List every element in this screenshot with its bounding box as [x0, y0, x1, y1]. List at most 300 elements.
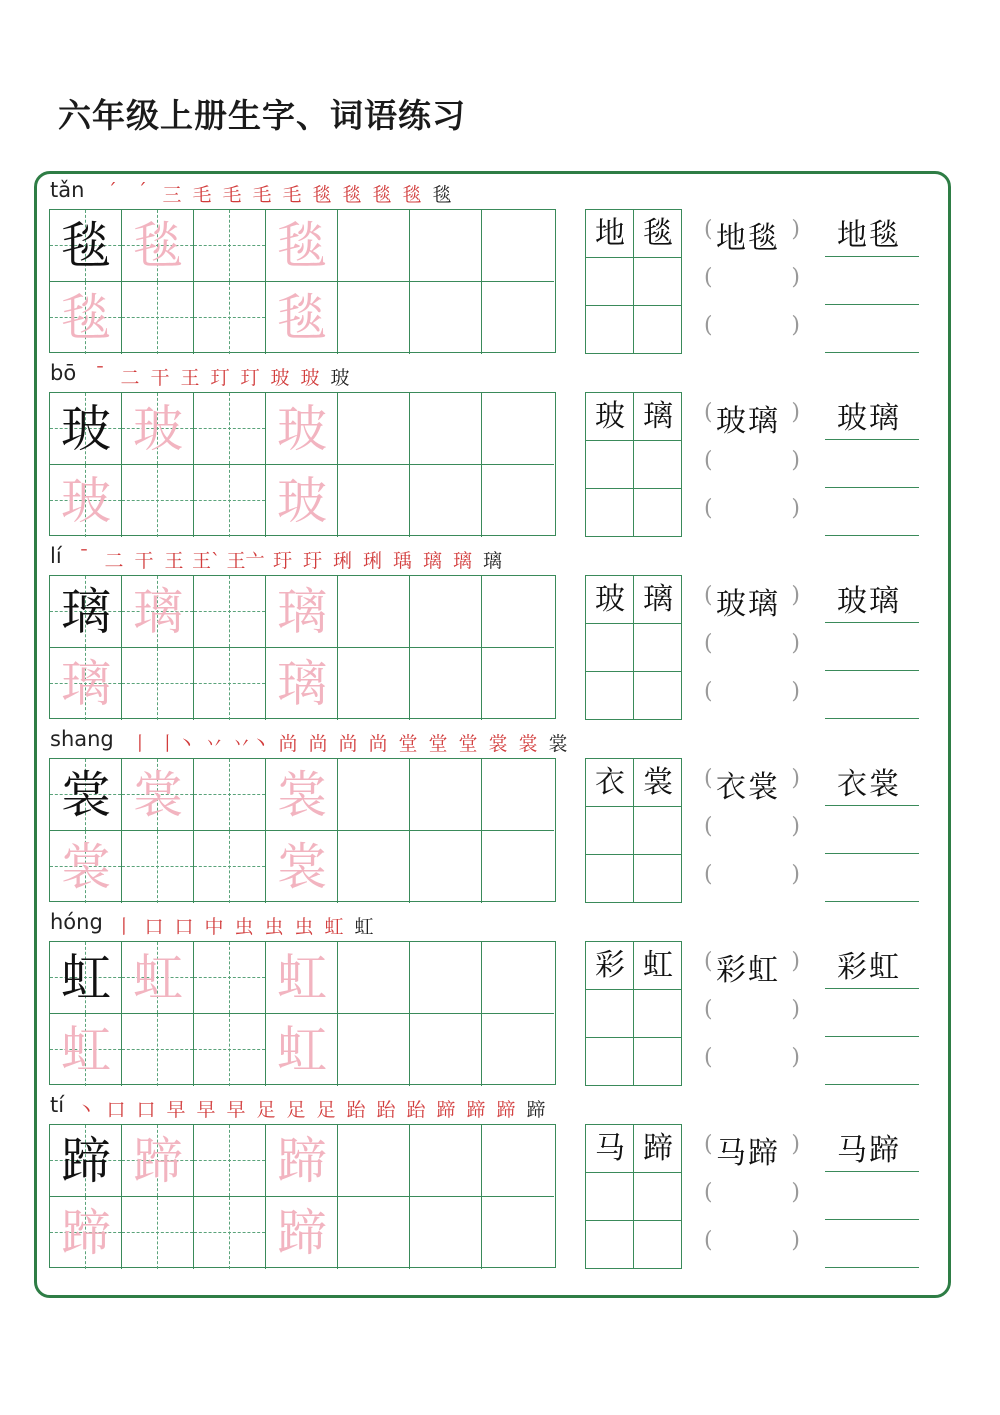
stroke-step: 早: [226, 1099, 246, 1121]
stroke-step: 二: [120, 367, 140, 389]
word-cell[interactable]: [634, 489, 682, 537]
stroke-order: [72, 546, 505, 573]
word-character: 裳: [643, 765, 673, 800]
writing-cell[interactable]: [482, 831, 554, 903]
writing-cell[interactable]: [338, 942, 410, 1014]
parenthesis-answer[interactable]: [704, 810, 800, 850]
word-character: 虹: [643, 948, 673, 983]
stroke-step: 口: [106, 1099, 126, 1121]
writing-cell[interactable]: [122, 465, 194, 537]
word-cell[interactable]: [634, 1221, 682, 1269]
open-paren: (: [704, 217, 713, 242]
open-paren: (: [704, 949, 713, 974]
writing-cell[interactable]: [122, 210, 194, 282]
writing-cell[interactable]: [122, 576, 194, 648]
guide-line-horizontal: [194, 1049, 265, 1050]
writing-cell[interactable]: [194, 759, 266, 831]
parenthesis-answer[interactable]: [704, 675, 800, 715]
trace-character: 蹄: [61, 1204, 111, 1262]
trace-character: 毯: [61, 289, 111, 347]
stroke-step: 蹄: [496, 1099, 516, 1121]
open-paren: (: [704, 1228, 713, 1253]
writing-cell[interactable]: [338, 576, 410, 648]
word-cell[interactable]: [634, 942, 682, 990]
stroke-step: 蹄: [526, 1099, 546, 1121]
word-cell[interactable]: [634, 1125, 682, 1173]
stroke-step: 玎: [210, 367, 230, 389]
stroke-step: 丶: [76, 1099, 96, 1121]
writing-cell[interactable]: [50, 1197, 122, 1269]
word-cell[interactable]: [634, 258, 682, 306]
open-paren: (: [704, 265, 713, 290]
stroke-order: [128, 729, 570, 756]
word-text: 地毯: [716, 221, 780, 256]
writing-cell[interactable]: [194, 648, 266, 720]
writing-cell[interactable]: [50, 393, 122, 465]
word-cell[interactable]: [634, 990, 682, 1038]
writing-cell[interactable]: [338, 1125, 410, 1197]
writing-cell[interactable]: [482, 282, 554, 354]
close-paren: ): [791, 766, 800, 791]
model-character: 蹄: [61, 1132, 111, 1190]
stroke-step: 早: [166, 1099, 186, 1121]
writing-cell[interactable]: [122, 393, 194, 465]
writing-cell[interactable]: [266, 576, 338, 648]
word-cell[interactable]: [634, 306, 682, 354]
word-cell[interactable]: [634, 576, 682, 624]
stroke-step: 足: [256, 1099, 276, 1121]
writing-cell[interactable]: [50, 1014, 122, 1086]
trace-character: 裳: [277, 838, 327, 896]
word-character: 地: [595, 216, 625, 251]
writing-cell[interactable]: [194, 282, 266, 354]
parenthesis-answer[interactable]: [704, 579, 800, 622]
writing-cell[interactable]: [266, 1125, 338, 1197]
writing-cell[interactable]: [122, 1125, 194, 1197]
writing-cell[interactable]: [50, 831, 122, 903]
word-cell[interactable]: [634, 672, 682, 720]
writing-cell[interactable]: [266, 759, 338, 831]
stroke-step: 玎: [240, 367, 260, 389]
trace-character: 裳: [277, 766, 327, 824]
close-paren: ): [791, 679, 800, 704]
model-character: 玻: [61, 400, 111, 458]
word-cell[interactable]: [634, 393, 682, 441]
stroke-step: ˉ: [95, 363, 105, 385]
close-paren: ): [791, 862, 800, 887]
writing-cell[interactable]: [338, 759, 410, 831]
writing-cell[interactable]: [482, 648, 554, 720]
word-cell[interactable]: [634, 807, 682, 855]
stroke-step: 足: [316, 1099, 336, 1121]
word-cell[interactable]: [586, 576, 634, 624]
parenthesis-answer[interactable]: [704, 993, 800, 1033]
open-paren: (: [704, 496, 713, 521]
writing-cell[interactable]: [410, 393, 482, 465]
writing-cell[interactable]: [50, 282, 122, 354]
writing-grid: [49, 1124, 556, 1268]
parenthesis-answer[interactable]: [704, 309, 800, 349]
answer-line[interactable]: [825, 216, 919, 257]
writing-cell[interactable]: [482, 942, 554, 1014]
writing-cell[interactable]: [266, 942, 338, 1014]
guide-line-horizontal: [122, 866, 193, 867]
open-paren: (: [704, 583, 713, 608]
stroke-order: [88, 363, 352, 390]
word-cell[interactable]: [634, 210, 682, 258]
writing-cell[interactable]: [410, 465, 482, 537]
word-cell[interactable]: [634, 759, 682, 807]
writing-cell[interactable]: [122, 1197, 194, 1269]
word-cell[interactable]: [586, 807, 634, 855]
stroke-step: 王: [180, 367, 200, 389]
answer-line[interactable]: [825, 1044, 919, 1085]
answer-line[interactable]: [825, 948, 919, 989]
writing-cell[interactable]: [194, 1125, 266, 1197]
answer-line[interactable]: [825, 861, 919, 902]
close-paren: ): [791, 1180, 800, 1205]
trace-character: 蹄: [133, 1132, 183, 1190]
guide-line-horizontal: [122, 1049, 193, 1050]
guide-line-horizontal: [194, 683, 265, 684]
stroke-step: 堂: [428, 733, 448, 755]
writing-cell[interactable]: [122, 1014, 194, 1086]
word-cell[interactable]: [586, 990, 634, 1038]
word-cell[interactable]: [586, 1221, 634, 1269]
word-grid: [585, 209, 682, 354]
answer-line[interactable]: [825, 312, 919, 353]
open-paren: (: [704, 313, 713, 338]
pinyin-label: shang: [50, 727, 114, 751]
word-text: 玻璃: [716, 587, 780, 622]
stroke-step: 玻: [270, 367, 290, 389]
stroke-step: 璃: [423, 550, 443, 572]
writing-grid: [49, 209, 556, 353]
writing-cell[interactable]: [482, 210, 554, 282]
writing-cell[interactable]: [122, 831, 194, 903]
stroke-step: 璃: [483, 550, 503, 572]
writing-cell[interactable]: [410, 1014, 482, 1086]
parenthesis-answer[interactable]: [704, 627, 800, 667]
trace-character: 璃: [277, 583, 327, 641]
stroke-step: 玗: [273, 550, 293, 572]
stroke-step: 口: [136, 1099, 156, 1121]
word-cell[interactable]: [586, 441, 634, 489]
close-paren: ): [791, 631, 800, 656]
writing-cell[interactable]: [410, 942, 482, 1014]
parenthesis-answer[interactable]: [704, 1224, 800, 1264]
trace-character: 璃: [277, 655, 327, 713]
word-character: 璃: [643, 582, 673, 617]
guide-line-horizontal: [194, 500, 265, 501]
word-cell[interactable]: [586, 1038, 634, 1086]
writing-cell[interactable]: [194, 1197, 266, 1269]
guide-line-horizontal: [194, 245, 265, 246]
writing-cell[interactable]: [410, 210, 482, 282]
answer-line[interactable]: [825, 582, 919, 623]
guide-line-horizontal: [122, 1232, 193, 1233]
trace-character: 毯: [133, 217, 183, 275]
writing-cell[interactable]: [338, 1197, 410, 1269]
word-grid: [585, 941, 682, 1086]
pinyin-label: lí: [50, 544, 62, 568]
writing-cell[interactable]: [410, 831, 482, 903]
stroke-step: 尚: [338, 733, 358, 755]
word-cell[interactable]: [586, 306, 634, 354]
writing-grid: [49, 575, 556, 719]
word-cell[interactable]: [634, 1038, 682, 1086]
word-cell[interactable]: [586, 210, 634, 258]
trace-character: 玻: [277, 472, 327, 530]
writing-cell[interactable]: [482, 576, 554, 648]
guide-line-horizontal: [194, 611, 265, 612]
writing-cell[interactable]: [266, 465, 338, 537]
writing-cell[interactable]: [338, 210, 410, 282]
stroke-step: 蹄: [466, 1099, 486, 1121]
trace-character: 裳: [133, 766, 183, 824]
word-grid: [585, 758, 682, 903]
word-character: 彩: [595, 948, 625, 983]
writing-cell[interactable]: [266, 210, 338, 282]
answer-line[interactable]: [825, 996, 919, 1037]
writing-cell[interactable]: [482, 393, 554, 465]
stroke-step: 口: [144, 916, 164, 938]
writing-cell[interactable]: [194, 831, 266, 903]
word-text: 彩虹: [837, 950, 901, 985]
answer-line[interactable]: [825, 765, 919, 806]
word-character: 蹄: [643, 1131, 673, 1166]
close-paren: ): [791, 448, 800, 473]
writing-cell[interactable]: [50, 648, 122, 720]
writing-grid: [49, 941, 556, 1085]
writing-cell[interactable]: [50, 759, 122, 831]
writing-cell[interactable]: [122, 282, 194, 354]
parenthesis-answer[interactable]: [704, 1128, 800, 1171]
close-paren: ): [791, 313, 800, 338]
writing-cell[interactable]: [266, 648, 338, 720]
parenthesis-answer[interactable]: [704, 396, 800, 439]
writing-cell[interactable]: [338, 648, 410, 720]
writing-cell[interactable]: [194, 393, 266, 465]
answer-line[interactable]: [825, 813, 919, 854]
guide-line-horizontal: [194, 1160, 265, 1161]
stroke-step: 跆: [406, 1099, 426, 1121]
writing-cell[interactable]: [122, 648, 194, 720]
answer-line[interactable]: [825, 630, 919, 671]
word-text: 玻璃: [837, 401, 901, 436]
stroke-step: 丷: [204, 733, 224, 755]
stroke-step: 裳: [548, 733, 568, 755]
writing-cell[interactable]: [410, 576, 482, 648]
writing-cell[interactable]: [194, 210, 266, 282]
parenthesis-answer[interactable]: [704, 213, 800, 256]
writing-cell[interactable]: [482, 465, 554, 537]
stroke-step: 琍: [333, 550, 353, 572]
close-paren: ): [791, 400, 800, 425]
writing-cell[interactable]: [266, 282, 338, 354]
answer-line[interactable]: [825, 495, 919, 536]
writing-cell[interactable]: [410, 759, 482, 831]
word-character: 玻: [595, 399, 625, 434]
writing-cell[interactable]: [50, 942, 122, 1014]
close-paren: ): [791, 1228, 800, 1253]
stroke-step: 王: [164, 550, 184, 572]
guide-line-vertical: [229, 465, 230, 537]
guide-line-vertical: [229, 1197, 230, 1269]
close-paren: ): [791, 583, 800, 608]
parenthesis-answer[interactable]: [704, 945, 800, 988]
parenthesis-answer[interactable]: [704, 762, 800, 805]
stroke-step: 干: [134, 550, 154, 572]
answer-line[interactable]: [825, 264, 919, 305]
model-character: 璃: [61, 583, 111, 641]
stroke-step: 玻: [300, 367, 320, 389]
stroke-step: ˊ: [137, 180, 147, 202]
writing-cell[interactable]: [338, 1014, 410, 1086]
close-paren: ): [791, 1132, 800, 1157]
answer-line[interactable]: [825, 1179, 919, 1220]
stroke-step: 毯: [402, 184, 422, 206]
guide-line-vertical: [229, 282, 230, 354]
word-cell[interactable]: [586, 489, 634, 537]
writing-cell[interactable]: [338, 393, 410, 465]
stroke-step: 堂: [458, 733, 478, 755]
word-cell[interactable]: [586, 855, 634, 903]
word-cell[interactable]: [634, 1173, 682, 1221]
guide-line-vertical: [157, 648, 158, 720]
parenthesis-answer[interactable]: [704, 858, 800, 898]
answer-line[interactable]: [825, 1227, 919, 1268]
word-cell[interactable]: [586, 672, 634, 720]
answer-line[interactable]: [825, 678, 919, 719]
stroke-order: [100, 180, 454, 207]
open-paren: (: [704, 997, 713, 1022]
writing-cell[interactable]: [410, 1197, 482, 1269]
guide-line-vertical: [157, 1197, 158, 1269]
pinyin-label: tǎn: [50, 178, 85, 202]
writing-cell[interactable]: [338, 282, 410, 354]
stroke-step: 毛: [192, 184, 212, 206]
word-cell[interactable]: [586, 942, 634, 990]
guide-line-vertical: [229, 1014, 230, 1086]
stroke-step: 毯: [312, 184, 332, 206]
word-text: 衣裳: [837, 767, 901, 802]
writing-cell[interactable]: [194, 942, 266, 1014]
trace-character: 玻: [277, 400, 327, 458]
word-cell[interactable]: [634, 855, 682, 903]
open-paren: (: [704, 766, 713, 791]
word-text: 马蹄: [716, 1136, 780, 1171]
word-text: 衣裳: [716, 770, 780, 805]
trace-character: 虹: [277, 949, 327, 1007]
stroke-order: [74, 1095, 548, 1122]
writing-cell[interactable]: [194, 465, 266, 537]
stroke-step: 早: [196, 1099, 216, 1121]
stroke-step: 毯: [342, 184, 362, 206]
word-cell[interactable]: [586, 1125, 634, 1173]
word-cell[interactable]: [634, 624, 682, 672]
stroke-step: 毛: [282, 184, 302, 206]
open-paren: (: [704, 1045, 713, 1070]
writing-grid: [49, 392, 556, 536]
stroke-step: 毛: [252, 184, 272, 206]
guide-line-vertical: [157, 1014, 158, 1086]
word-cell[interactable]: [586, 393, 634, 441]
writing-grid: [49, 758, 556, 902]
word-cell[interactable]: [586, 1173, 634, 1221]
writing-cell[interactable]: [266, 1197, 338, 1269]
writing-cell[interactable]: [194, 576, 266, 648]
word-character: 衣: [595, 765, 625, 800]
trace-character: 玻: [61, 472, 111, 530]
writing-cell[interactable]: [482, 1014, 554, 1086]
writing-cell[interactable]: [410, 1125, 482, 1197]
writing-cell[interactable]: [122, 942, 194, 1014]
writing-cell[interactable]: [338, 465, 410, 537]
stroke-step: 玗: [303, 550, 323, 572]
stroke-step: 尚: [368, 733, 388, 755]
writing-cell[interactable]: [266, 1014, 338, 1086]
stroke-step: 尚: [308, 733, 328, 755]
parenthesis-answer[interactable]: [704, 1041, 800, 1081]
guide-line-horizontal: [122, 500, 193, 501]
writing-cell[interactable]: [482, 1125, 554, 1197]
parenthesis-answer[interactable]: [704, 1176, 800, 1216]
word-cell[interactable]: [586, 759, 634, 807]
word-text: 玻璃: [716, 404, 780, 439]
answer-line[interactable]: [825, 1131, 919, 1172]
stroke-step: 虫: [234, 916, 254, 938]
answer-line[interactable]: [825, 447, 919, 488]
writing-cell[interactable]: [482, 759, 554, 831]
stroke-step: 裳: [518, 733, 538, 755]
stroke-step: 尚: [278, 733, 298, 755]
writing-cell[interactable]: [50, 576, 122, 648]
stroke-step: 口: [174, 916, 194, 938]
writing-cell[interactable]: [338, 831, 410, 903]
page-title: 六年级上册生字、词语练习: [58, 96, 466, 135]
writing-cell[interactable]: [482, 1197, 554, 1269]
writing-cell[interactable]: [266, 831, 338, 903]
word-cell[interactable]: [586, 624, 634, 672]
open-paren: (: [704, 631, 713, 656]
stroke-step: 丨: [130, 733, 150, 755]
answer-line[interactable]: [825, 399, 919, 440]
parenthesis-answer[interactable]: [704, 444, 800, 484]
writing-cell[interactable]: [410, 648, 482, 720]
writing-cell[interactable]: [50, 1125, 122, 1197]
trace-character: 蹄: [277, 1204, 327, 1262]
parenthesis-answer[interactable]: [704, 261, 800, 301]
word-grid: [585, 575, 682, 720]
close-paren: ): [791, 265, 800, 290]
writing-cell[interactable]: [50, 210, 122, 282]
guide-line-horizontal: [194, 977, 265, 978]
stroke-step: 虹: [354, 916, 374, 938]
stroke-step: 二: [104, 550, 124, 572]
writing-cell[interactable]: [410, 282, 482, 354]
word-grid: [585, 392, 682, 537]
word-cell[interactable]: [634, 441, 682, 489]
writing-cell[interactable]: [122, 759, 194, 831]
close-paren: ): [791, 814, 800, 839]
writing-cell[interactable]: [266, 393, 338, 465]
close-paren: ): [791, 217, 800, 242]
word-cell[interactable]: [586, 258, 634, 306]
writing-cell[interactable]: [50, 465, 122, 537]
parenthesis-answer[interactable]: [704, 492, 800, 532]
writing-cell[interactable]: [194, 1014, 266, 1086]
